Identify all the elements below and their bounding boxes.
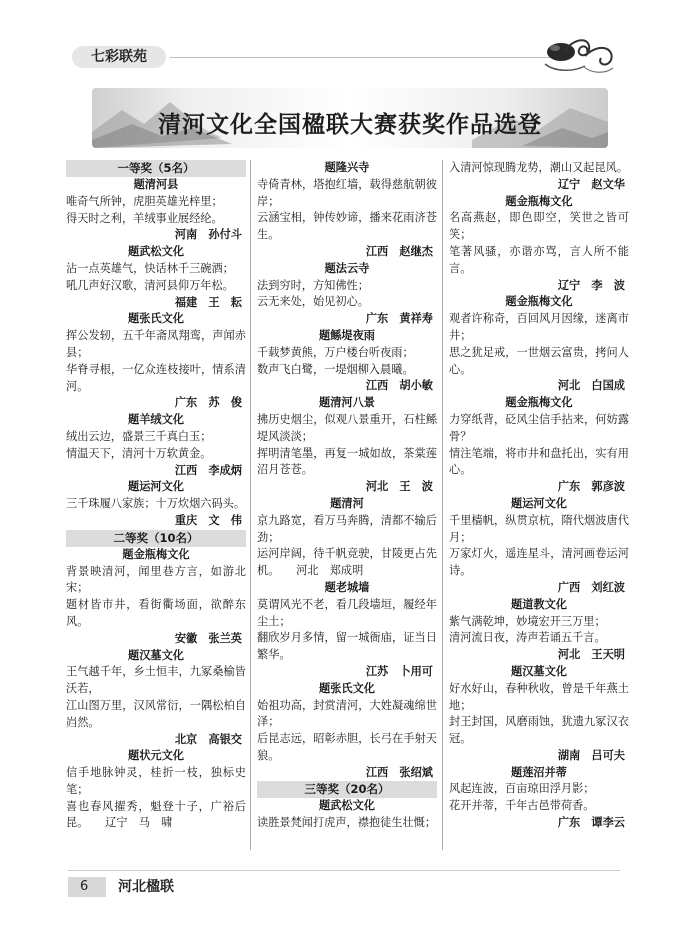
- couplet-title: 题金瓶梅文化: [505, 396, 573, 410]
- couplet-line: 拂历史烟尘，似观八景重开，石柱鲧堤风淡淡；: [257, 412, 437, 443]
- magazine-name: 河北楹联: [118, 879, 174, 895]
- author-credit: 广东 黄祥寿: [365, 312, 433, 326]
- couplet-line: 江山图万里，汉风常衍，一隅松柏自岿然。: [66, 698, 246, 729]
- couplet-title: 题武松文化: [319, 799, 375, 813]
- couplet-line: 沾一点英雄气，快话林千三碗酒；: [66, 261, 234, 275]
- couplet-line: 紫气满乾坤，妙境宏开三万里；: [449, 614, 606, 628]
- couplet-line: 吼几声好汉歌，清河县仰万年松。: [66, 278, 234, 292]
- couplet-line: 云无来处，始见初心。: [257, 295, 369, 309]
- couplet-line: 观者许称奇，百回风月因缘，迷离市井；: [449, 312, 629, 342]
- couplet-line: 翻欣岁月多情，留一城衙庙，证当日繁华。: [257, 631, 437, 662]
- couplet-title: 题羊绒文化: [128, 413, 184, 427]
- section-label: 七彩联苑: [91, 49, 147, 65]
- couplet-line: 得天时之利，羊绒事业展经纶。: [66, 211, 223, 225]
- couplet-line: 题材皆市井，看街衢场面，欲醉东风。: [66, 598, 246, 628]
- couplet-title: 题张氏文化: [319, 681, 375, 695]
- couplet-title: 题金瓶梅文化: [122, 547, 190, 561]
- couplet-title: 题清河县: [133, 178, 179, 191]
- header-rule: [170, 57, 562, 58]
- couplet-title: 题法云寺: [324, 261, 370, 275]
- couplet-title: 题运河文化: [511, 496, 567, 510]
- author-credit: 重庆 文 伟: [174, 513, 242, 527]
- couplet-line: 云涵宝相，钟传妙谛，播来花雨济苍生。: [257, 211, 437, 242]
- couplet-line: 名高燕赵，即色即空，笑世之皆可笑；: [449, 211, 629, 242]
- couplet-line: 京九路宽，看万马奔腾，清都不输后劲；: [257, 513, 437, 544]
- column-1: [66, 160, 246, 832]
- couplet-line: 王气越千年，乡土恒丰，九冢桑榆皆沃若，: [66, 665, 246, 696]
- author-credit: 河北 王天明: [557, 648, 625, 662]
- couplet-line: 唯奇气所钟，虎胆英雄光梓里；: [66, 194, 223, 208]
- author-credit: 江西 胡小敏: [365, 379, 433, 393]
- couplet-line: 数声飞白鹭，一堤烟柳入晨曦。: [257, 362, 414, 376]
- couplet-line: 始祖功高，封赏清河，大姓凝魂绵世泽；: [257, 698, 437, 729]
- couplet-line: 入清河惊现腾龙势，潮山又起昆风。: [449, 161, 629, 174]
- couplet-line: 华脊寻根，一亿众连枝接叶，情系清河。: [66, 362, 246, 393]
- author-credit: 江西 李成炳: [174, 463, 242, 477]
- author-credit: 辽宁 赵文华: [557, 177, 625, 191]
- couplet-title: 题鲧堤夜雨: [319, 328, 375, 342]
- couplet-line: 情温天下，清河十万软黄金。: [66, 446, 212, 460]
- column-divider: [250, 160, 251, 850]
- author-credit: 安徽 张兰英: [174, 631, 242, 645]
- couplet-title: 题张氏文化: [128, 312, 184, 326]
- couplet-line: 万家灯火，遥连星斗，清河画卷运河诗。: [449, 547, 629, 578]
- author-credit: 辽宁 李 波: [557, 278, 625, 292]
- couplet-title: 题武松文化: [128, 245, 184, 259]
- couplet-line: 运河岸阔，待千帆竞驶，甘陵更占先机。 河北 郑成明: [257, 547, 437, 578]
- couplet-line: 三千珠履八家族；十万炊烟六码头。: [66, 497, 246, 511]
- couplet-title: 题运河文化: [128, 480, 184, 494]
- author-credit: 北京 高银交: [174, 732, 242, 746]
- couplet-line: 挥明清笔墨，再复一城如故，茶棠莲沼月苍苍。: [257, 446, 437, 477]
- author-credit: 河北 王 波: [365, 480, 433, 494]
- author-credit: 江西 张绍斌: [365, 765, 433, 779]
- couplet-title: 题道教文化: [511, 597, 567, 611]
- couplet-line: 清河流日夜，涛声若诵五千言。: [449, 631, 606, 645]
- couplet-line: 思之犹足戒，一世烟云富贵，拷问人心。: [449, 345, 629, 376]
- author-credit: 湖南 吕可夫: [557, 748, 625, 762]
- column-divider: [442, 160, 443, 850]
- couplet-line: 绒出云边，盛景三千真白玉；: [66, 429, 212, 443]
- couplet-line: 喜也春风擢秀，魁登十子，广裕后昆。 辽宁 马 啸: [66, 799, 246, 830]
- swirl-decoration-icon: [525, 26, 625, 84]
- author-credit: 广东 谭李云: [557, 816, 625, 830]
- prize-heading: 三等奖（20名）: [257, 781, 437, 798]
- couplet-title: 题金瓶梅文化: [505, 194, 573, 208]
- couplet-title: 题汉墓文化: [128, 648, 184, 662]
- couplet-line: 后昆志远，昭彰赤胆，长弓在手射天狼。: [257, 732, 437, 762]
- couplet-line: 风起连波，百亩琼田浮月影；: [449, 782, 595, 796]
- author-credit: 河北 白国成: [557, 379, 625, 393]
- couplet-title: 题汉墓文化: [511, 664, 567, 678]
- couplet-title: 题老城墙: [324, 580, 370, 594]
- author-credit: 广东 苏 俊: [174, 396, 242, 410]
- author-credit: 河南 孙付斗: [174, 228, 242, 242]
- footer-rule: [68, 870, 620, 871]
- couplet-line: 千载梦黄熊，万户楼台听夜雨；: [257, 345, 414, 359]
- couplet-line: 莫谓风光不老，看几段墙垣，履经年尘土；: [257, 597, 437, 628]
- couplet-title: 题隆兴寺: [324, 161, 370, 174]
- couplet-line: 封王封国，风磨雨蚀，犹遗九冢汉衣冠。: [449, 715, 629, 746]
- section-tab: [72, 46, 166, 68]
- banner-title: 清河文化全国楹联大赛获奖作品选登: [158, 111, 542, 138]
- couplet-line: 读胜景梵闻打虎声，襟抱徒生壮慨；: [257, 816, 437, 830]
- couplet-line: 花开并蒂，千年古邑带荷香。: [449, 799, 595, 813]
- couplet-line: 笔著风骚，亦谐亦骂，言人所不能言。: [449, 244, 629, 275]
- prize-heading: 一等奖（5名）: [66, 160, 246, 177]
- couplet-line: 背景映清河，闻里巷方言，如游北宋；: [66, 564, 246, 595]
- couplet-line: 力穿纸背，砭风尘信手拈来，何妨露骨？: [449, 412, 629, 443]
- couplet-line: 情注笔端，将市井和盘托出，实有用心。: [449, 446, 629, 477]
- couplet-title: 题状元文化: [128, 749, 184, 763]
- couplet-title: 题莲沼并蒂: [511, 765, 567, 779]
- couplet-line: 寺倚青林，塔抱红墙，载得慈航朝彼岸；: [257, 177, 437, 208]
- author-credit: 广东 郭彦波: [557, 480, 625, 494]
- author-credit: 广西 刘红波: [557, 580, 625, 594]
- couplet-line: 千里樯帆，纵贯京杭，隋代烟波唐代月；: [449, 513, 629, 544]
- page-number: 6: [80, 879, 89, 894]
- couplet-line: 法到穷时，方知佛性；: [257, 278, 369, 292]
- author-credit: 江西 赵继杰: [365, 244, 433, 258]
- couplet-title: 题清河八景: [319, 396, 375, 410]
- title-banner: [92, 88, 608, 148]
- column-2: [257, 160, 437, 832]
- couplet-title: 题金瓶梅文化: [505, 295, 573, 309]
- author-credit: 江苏 卜用可: [365, 664, 433, 678]
- author-credit: 福建 王 耘: [174, 295, 242, 309]
- column-3: [449, 160, 629, 832]
- couplet-line: 挥公发轫，五千年斋凤翔鸾，声闻赤县；: [66, 329, 246, 359]
- prize-heading: 二等奖（10名）: [66, 530, 246, 547]
- couplet-line: 好水好山，春种秋收，曾是千年燕土地；: [449, 681, 629, 712]
- couplet-line: 信手地脉钟灵，桂折一枝，独标史笔；: [66, 766, 246, 796]
- couplet-title: 题清河: [330, 496, 364, 510]
